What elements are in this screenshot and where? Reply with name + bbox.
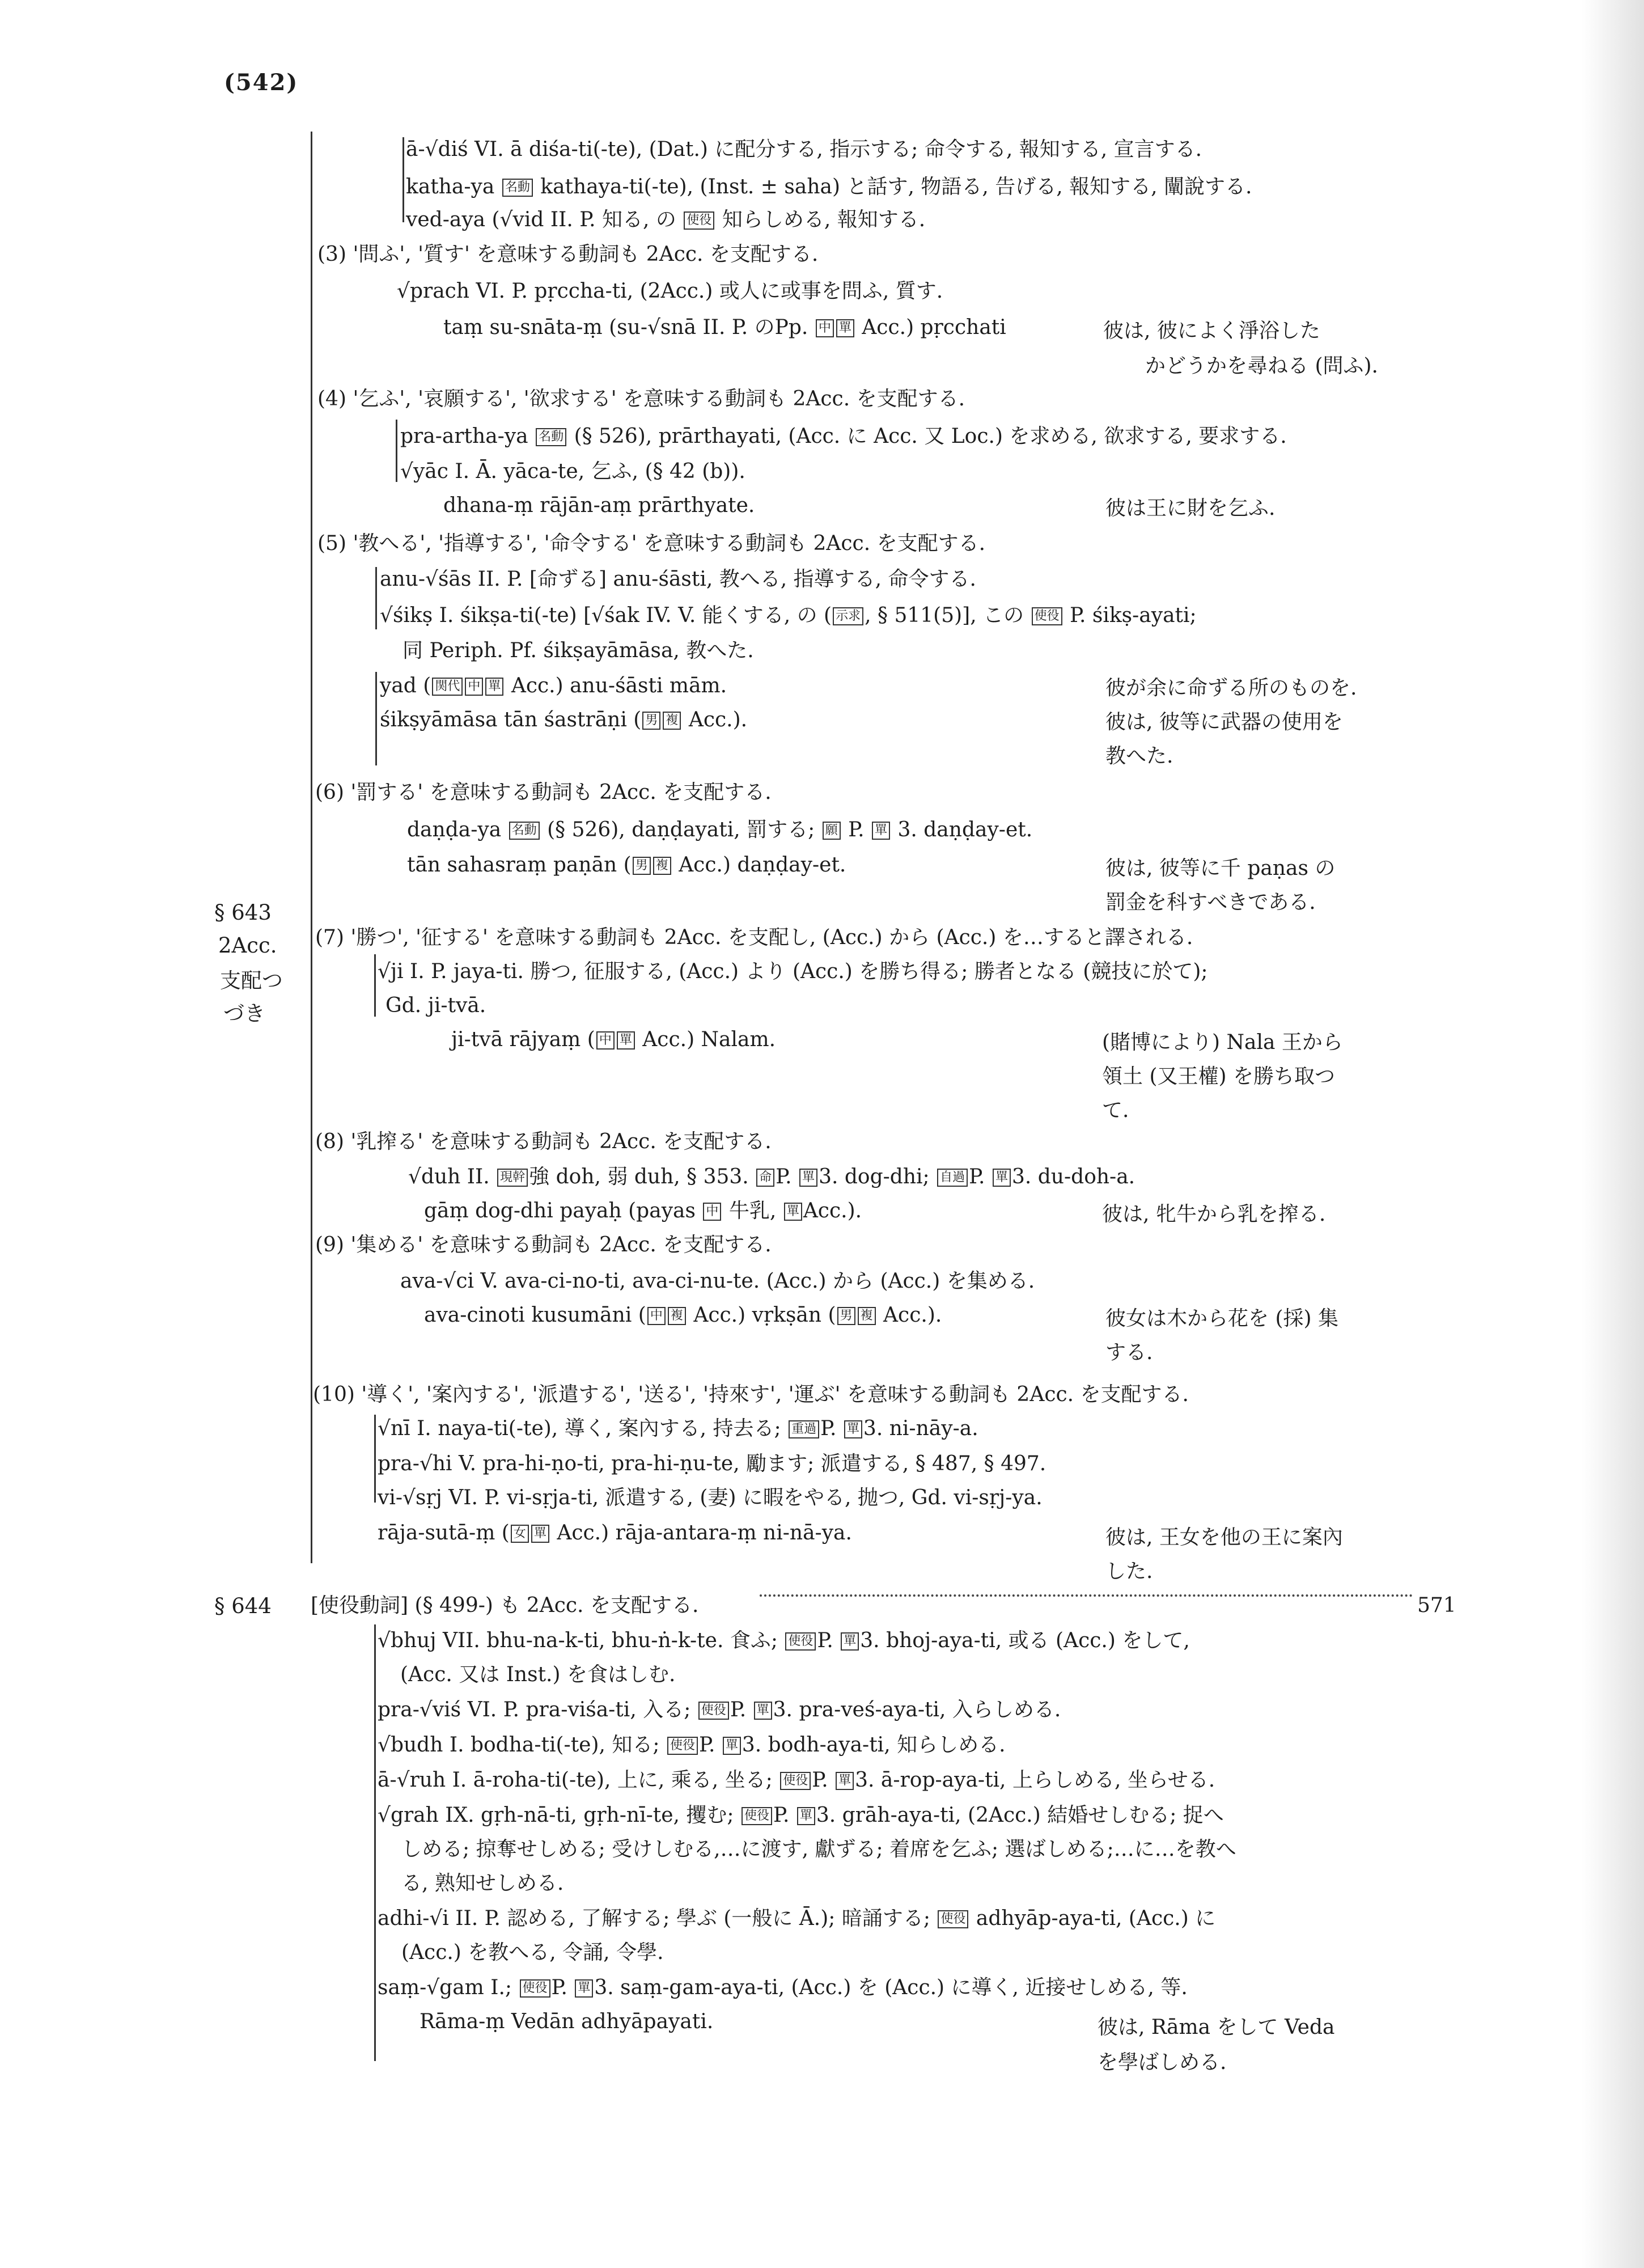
number-tag: 單 (872, 822, 890, 840)
pronoun-tag: 関代 (432, 678, 463, 696)
translation-line: 彼は, 彼等に千 paṇas の (1105, 857, 1336, 880)
causative-tag: 使役 (938, 1910, 968, 1928)
example-line: yad ( 関代 中 單 Acc.) anu-śāsti mām. (380, 674, 727, 697)
number-tag: 單 (841, 1632, 859, 1651)
number-tag: 單 (836, 319, 854, 337)
entry-line: √yāc I. Ā. yāca-te, 乞ふ, (§ 42 (b)). (400, 460, 745, 483)
translation-line: 教へた. (1105, 744, 1173, 768)
number-tag: 複 (668, 1307, 686, 1325)
number-tag: 單 (784, 1203, 802, 1221)
entry-line: √śikṣ I. śikṣa-ti(-te) [√śak IV. V. 能くする, の ( 示求 , § 511(5)], この 使役 P. śikṣ-ayati; (380, 604, 1197, 627)
gender-tag: 中 (647, 1307, 666, 1325)
translation-line: 領土 (又王權) を勝ち取つ (1102, 1065, 1335, 1088)
section-643-sub-label: づき (223, 1001, 265, 1026)
translation-line: 彼は王に財を乞ふ. (1105, 497, 1276, 520)
translation-line: 彼は, 彼によく淨浴した (1103, 319, 1320, 342)
entry-line: る, 熟知せしめる. (401, 1872, 564, 1895)
subsection-heading: (9) '集める' を意味する動詞も 2Acc. を支配する. (315, 1233, 772, 1256)
number-tag: 單 (993, 1169, 1011, 1187)
gender-tag: 男 (642, 712, 660, 730)
translation-line: て. (1102, 1099, 1129, 1122)
example-line: tān sahasraṃ paṇān ( 男 複 Acc.) daṇḍay-et. (407, 853, 846, 877)
entry-line: √duh II. 現幹 強 doh, 弱 duh, § 353. 命 P. 單 3. dog-dhi; 自過 P. 單 3. du-doh-a. (408, 1165, 1135, 1188)
entry-line: √budh I. bodha-ti(-te), 知る; 使役 P. 單 3. bodh-aya-ti, 知らしめる. (378, 1733, 1006, 1757)
example-line: ava-cinoti kusumāni ( 中 複 Acc.) vṛkṣān ( 男 複 Acc.). (424, 1304, 942, 1327)
translation-line: 彼が余に命ずる所のものを. (1105, 676, 1357, 700)
number-tag: 單 (844, 1420, 862, 1438)
translation-line: 彼は, 彼等に武器の使用を (1105, 710, 1343, 734)
number-tag: 單 (797, 1807, 815, 1825)
subsection-heading: (4) '乞ふ', '哀願する', '欲求する' を意味する動詞も 2Acc. を支配する. (317, 387, 965, 411)
example-line: Rāma-ṃ Vedān adhyāpayati. (420, 2010, 714, 2033)
entry-line: √nī I. naya-ti(-te), 導く, 案內する, 持去る; 重過 P. 單 3. ni-nāy-a. (378, 1417, 978, 1440)
gender-tag: 中 (703, 1203, 721, 1221)
number-tag: 單 (531, 1525, 549, 1543)
dotted-leader (760, 1594, 1413, 1597)
example-line: śikṣyāmāsa tān śastrāṇi ( 男 複 Acc.). (380, 708, 748, 731)
number-tag: 單 (799, 1169, 817, 1187)
number-tag: 單 (754, 1702, 772, 1720)
gender-tag: 中 (465, 678, 483, 696)
translation-line: した. (1105, 1560, 1153, 1583)
causative-tag: 使役 (667, 1737, 698, 1755)
entry-line: しめる; 掠奪せしめる; 受けしむる,…に渡す, 獻ずる; 着席を乞ふ; 選ばしめる;…に…を教へ (401, 1838, 1236, 1861)
subsection-heading: (7) '勝つ', '征する' を意味する動詞も 2Acc. を支配し, (Acc.) から (Acc.) を…すると譯される. (315, 926, 1193, 949)
causative-tag: 使役 (698, 1702, 729, 1720)
example-line: ji-tvā rājyaṃ ( 中 單 Acc.) Nalam. (451, 1028, 776, 1051)
subsection-heading: (10) '導く', '案內する', '派遣する', '送る', '持來す', '運ぶ' を意味する動詞も 2Acc. を支配する. (313, 1383, 1189, 1406)
translation-line: (賭博により) Nala 王から (1102, 1031, 1343, 1054)
pos-tag: 名動 (536, 428, 566, 446)
entry-line: √bhuj VII. bhu-na-k-ti, bhu-ṅ-k-te. 食ふ; 使役 P. 單 3. bhoj-aya-ti, 或る (Acc.) をして, (378, 1629, 1190, 1652)
brace-line (374, 954, 376, 1017)
section-heading: [使役動詞] (§ 499-) も 2Acc. を支配する. (311, 1594, 699, 1617)
translation-line: 彼は, 王女を他の王に案內 (1105, 1526, 1343, 1549)
entry-line: pra-artha-ya 名動 (§ 526), prārthayati, (Acc. に Acc. 又 Loc.) を求める, 欲求する, 要求する. (400, 425, 1287, 448)
entry-line: pra-√hi V. pra-hi-ṇo-ti, pra-hi-ṇu-te, 勵ます; 派遣する, § 487, § 497. (378, 1452, 1046, 1475)
gender-tag: 男 (837, 1307, 855, 1325)
gender-tag: 中 (816, 319, 834, 337)
entry-line: (Acc.) を教へる, 令誦, 令學. (401, 1941, 664, 1964)
entry-line: pra-√viś VI. P. pra-viśa-ti, 入る; 使役 P. 單 3. pra-veś-aya-ti, 入らしめる. (378, 1698, 1061, 1721)
causative-tag: 使役 (520, 1979, 550, 1998)
translation-line: する. (1105, 1341, 1153, 1364)
brace-line (374, 1624, 376, 2061)
example-line: rāja-sutā-ṃ ( 女 單 Acc.) rāja-antara-ṃ ni-nā-ya. (378, 1521, 852, 1545)
entry-line: katha-ya 名動 kathaya-ti(-te), (Inst. ± saha) と話す, 物語る, 告げる, 報知する, 闡說する. (406, 175, 1252, 198)
number-tag: 單 (617, 1031, 635, 1050)
section-643-sub-label: 支配つ (220, 968, 283, 993)
entry-line: √ji I. P. jaya-ti. 勝つ, 征服する, (Acc.) より (Acc.) を勝ち得る; 勝者となる (競技に於て); (378, 960, 1208, 983)
entry-line: anu-√śās II. P. [命ずる] anu-śāsti, 教へる, 指導する, 命令する. (380, 568, 976, 591)
perfect-tag: 自過 (937, 1169, 968, 1187)
entry-line: 同 Periph. Pf. śikṣayāmāsa, 教へた. (402, 639, 754, 662)
number-tag: 單 (575, 1979, 593, 1998)
pos-tag: 名動 (509, 822, 540, 840)
brace-line (375, 672, 377, 765)
gender-tag: 女 (511, 1525, 529, 1543)
pos-tag: 使役 (684, 211, 714, 230)
entry-line: adhi-√i II. P. 認める, 了解する; 學ぶ (一般に Ā.); 暗誦する; 使役 adhyāp-aya-ti, (Acc.) に (378, 1907, 1216, 1930)
pos-tag: 名動 (502, 179, 533, 197)
reference-number: 571 (1417, 1594, 1456, 1617)
entry-line: daṇḍa-ya 名動 (§ 526), daṇḍayati, 罰する; 願 P. 單 3. daṇḍay-et. (407, 818, 1033, 841)
translation-line: 彼女は木から花を (採) 集 (1105, 1307, 1338, 1330)
causative-tag: 使役 (1032, 607, 1062, 625)
translation-line: を學ばしめる. (1098, 2051, 1227, 2074)
entry-line: saṃ-√gam I.; 使役 P. 單 3. saṃ-gam-aya-ti, (Acc.) を (Acc.) に導く, 近接せしめる, 等. (378, 1976, 1188, 1999)
number-tag: 單 (723, 1737, 741, 1755)
subsection-heading: (5) '教へる', '指導する', '命令する' を意味する動詞も 2Acc. を支配する. (317, 532, 986, 555)
causative-tag: 使役 (785, 1632, 816, 1651)
example-line: taṃ su-snāta-ṃ (su-√snā II. P. のPp. 中 單 Acc.) pṛcchati (443, 316, 1006, 339)
translation-line: 彼は, 牝牛から乳を搾る. (1102, 1203, 1326, 1226)
subsection-heading: (8) '乳搾る' を意味する動詞も 2Acc. を支配する. (315, 1130, 772, 1153)
entry-line: (Acc. 又は Inst.) を食はしむ. (400, 1663, 676, 1686)
page-edge-shadow (1582, 0, 1644, 2268)
brace-line (374, 1415, 376, 1503)
page-number: (542) (224, 69, 299, 96)
number-tag: 複 (653, 857, 671, 875)
number-tag: 複 (663, 712, 681, 730)
entry-line: ā-√ruh I. ā-roha-ti(-te), 上に, 乘る, 坐る; 使役 P. 單 3. ā-rop-aya-ti, 上らしめる, 坐らせる. (378, 1768, 1215, 1792)
translation-line: 彼は, Rāma をして Veda (1098, 2016, 1335, 2039)
imperative-tag: 命 (756, 1169, 774, 1187)
section-643-label: § 643 (214, 900, 272, 925)
subsection-heading: (6) '罰する' を意味する動詞も 2Acc. を支配する. (315, 781, 772, 804)
example-line: gāṃ dog-dhi payaḥ (payas 中 牛乳, 單 Acc.). (424, 1199, 862, 1222)
brace-line (396, 420, 397, 482)
number-tag: 單 (836, 1772, 854, 1790)
number-tag: 複 (858, 1307, 876, 1325)
causative-tag: 使役 (742, 1807, 772, 1825)
desiderative-tag: 示求 (833, 607, 863, 625)
entry-line: ā-√diś VI. ā diśa-ti(-te), (Dat.) に配分する, 指示する; 命令する, 報知する, 宣言する. (406, 138, 1202, 161)
perfect-tag: 重過 (789, 1420, 819, 1438)
example-line: dhana-ṃ rājān-aṃ prārthyate. (443, 494, 755, 517)
entry-line: Gd. ji-tvā. (385, 994, 486, 1017)
brace-line (375, 567, 377, 629)
entry-line: √prach VI. P. pṛccha-ti, (2Acc.) 或人に或事を問ふ, 質す. (397, 280, 943, 303)
number-tag: 單 (485, 678, 503, 696)
section-643-sub-label: 2Acc. (218, 933, 277, 958)
gender-tag: 中 (596, 1031, 615, 1050)
stem-tag: 現幹 (497, 1169, 528, 1187)
entry-line: √grah IX. gṛh-nā-ti, gṛh-nī-te, 攫む; 使役 P. 單 3. grāh-aya-ti, (2Acc.) 結婚せしむる; 捉へ (378, 1804, 1224, 1827)
translation-line: 罰金を科すべきである. (1105, 891, 1316, 914)
entry-line: ava-√ci V. ava-ci-no-ti, ava-ci-nu-te. (Acc.) から (Acc.) を集める. (400, 1270, 1035, 1293)
causative-tag: 使役 (780, 1772, 811, 1790)
section-rule (311, 132, 312, 1563)
translation-line: かどうかを尋ねる (問ふ). (1145, 354, 1378, 378)
entry-line: vi-√sṛj VI. P. vi-sṛja-ti, 派遣する, (妻) に暇をやる, 抛つ, Gd. vi-sṛj-ya. (378, 1486, 1043, 1509)
section-644-label: § 644 (214, 1594, 272, 1618)
entry-line: ved-aya (√vid II. P. 知る, の 使役 知らしめる, 報知する. (406, 208, 926, 231)
gender-tag: 男 (633, 857, 651, 875)
optative-tag: 願 (823, 822, 841, 840)
subsection-heading: (3) '問ふ', '質す' を意味する動詞も 2Acc. を支配する. (317, 243, 819, 266)
brace-line (402, 137, 404, 222)
